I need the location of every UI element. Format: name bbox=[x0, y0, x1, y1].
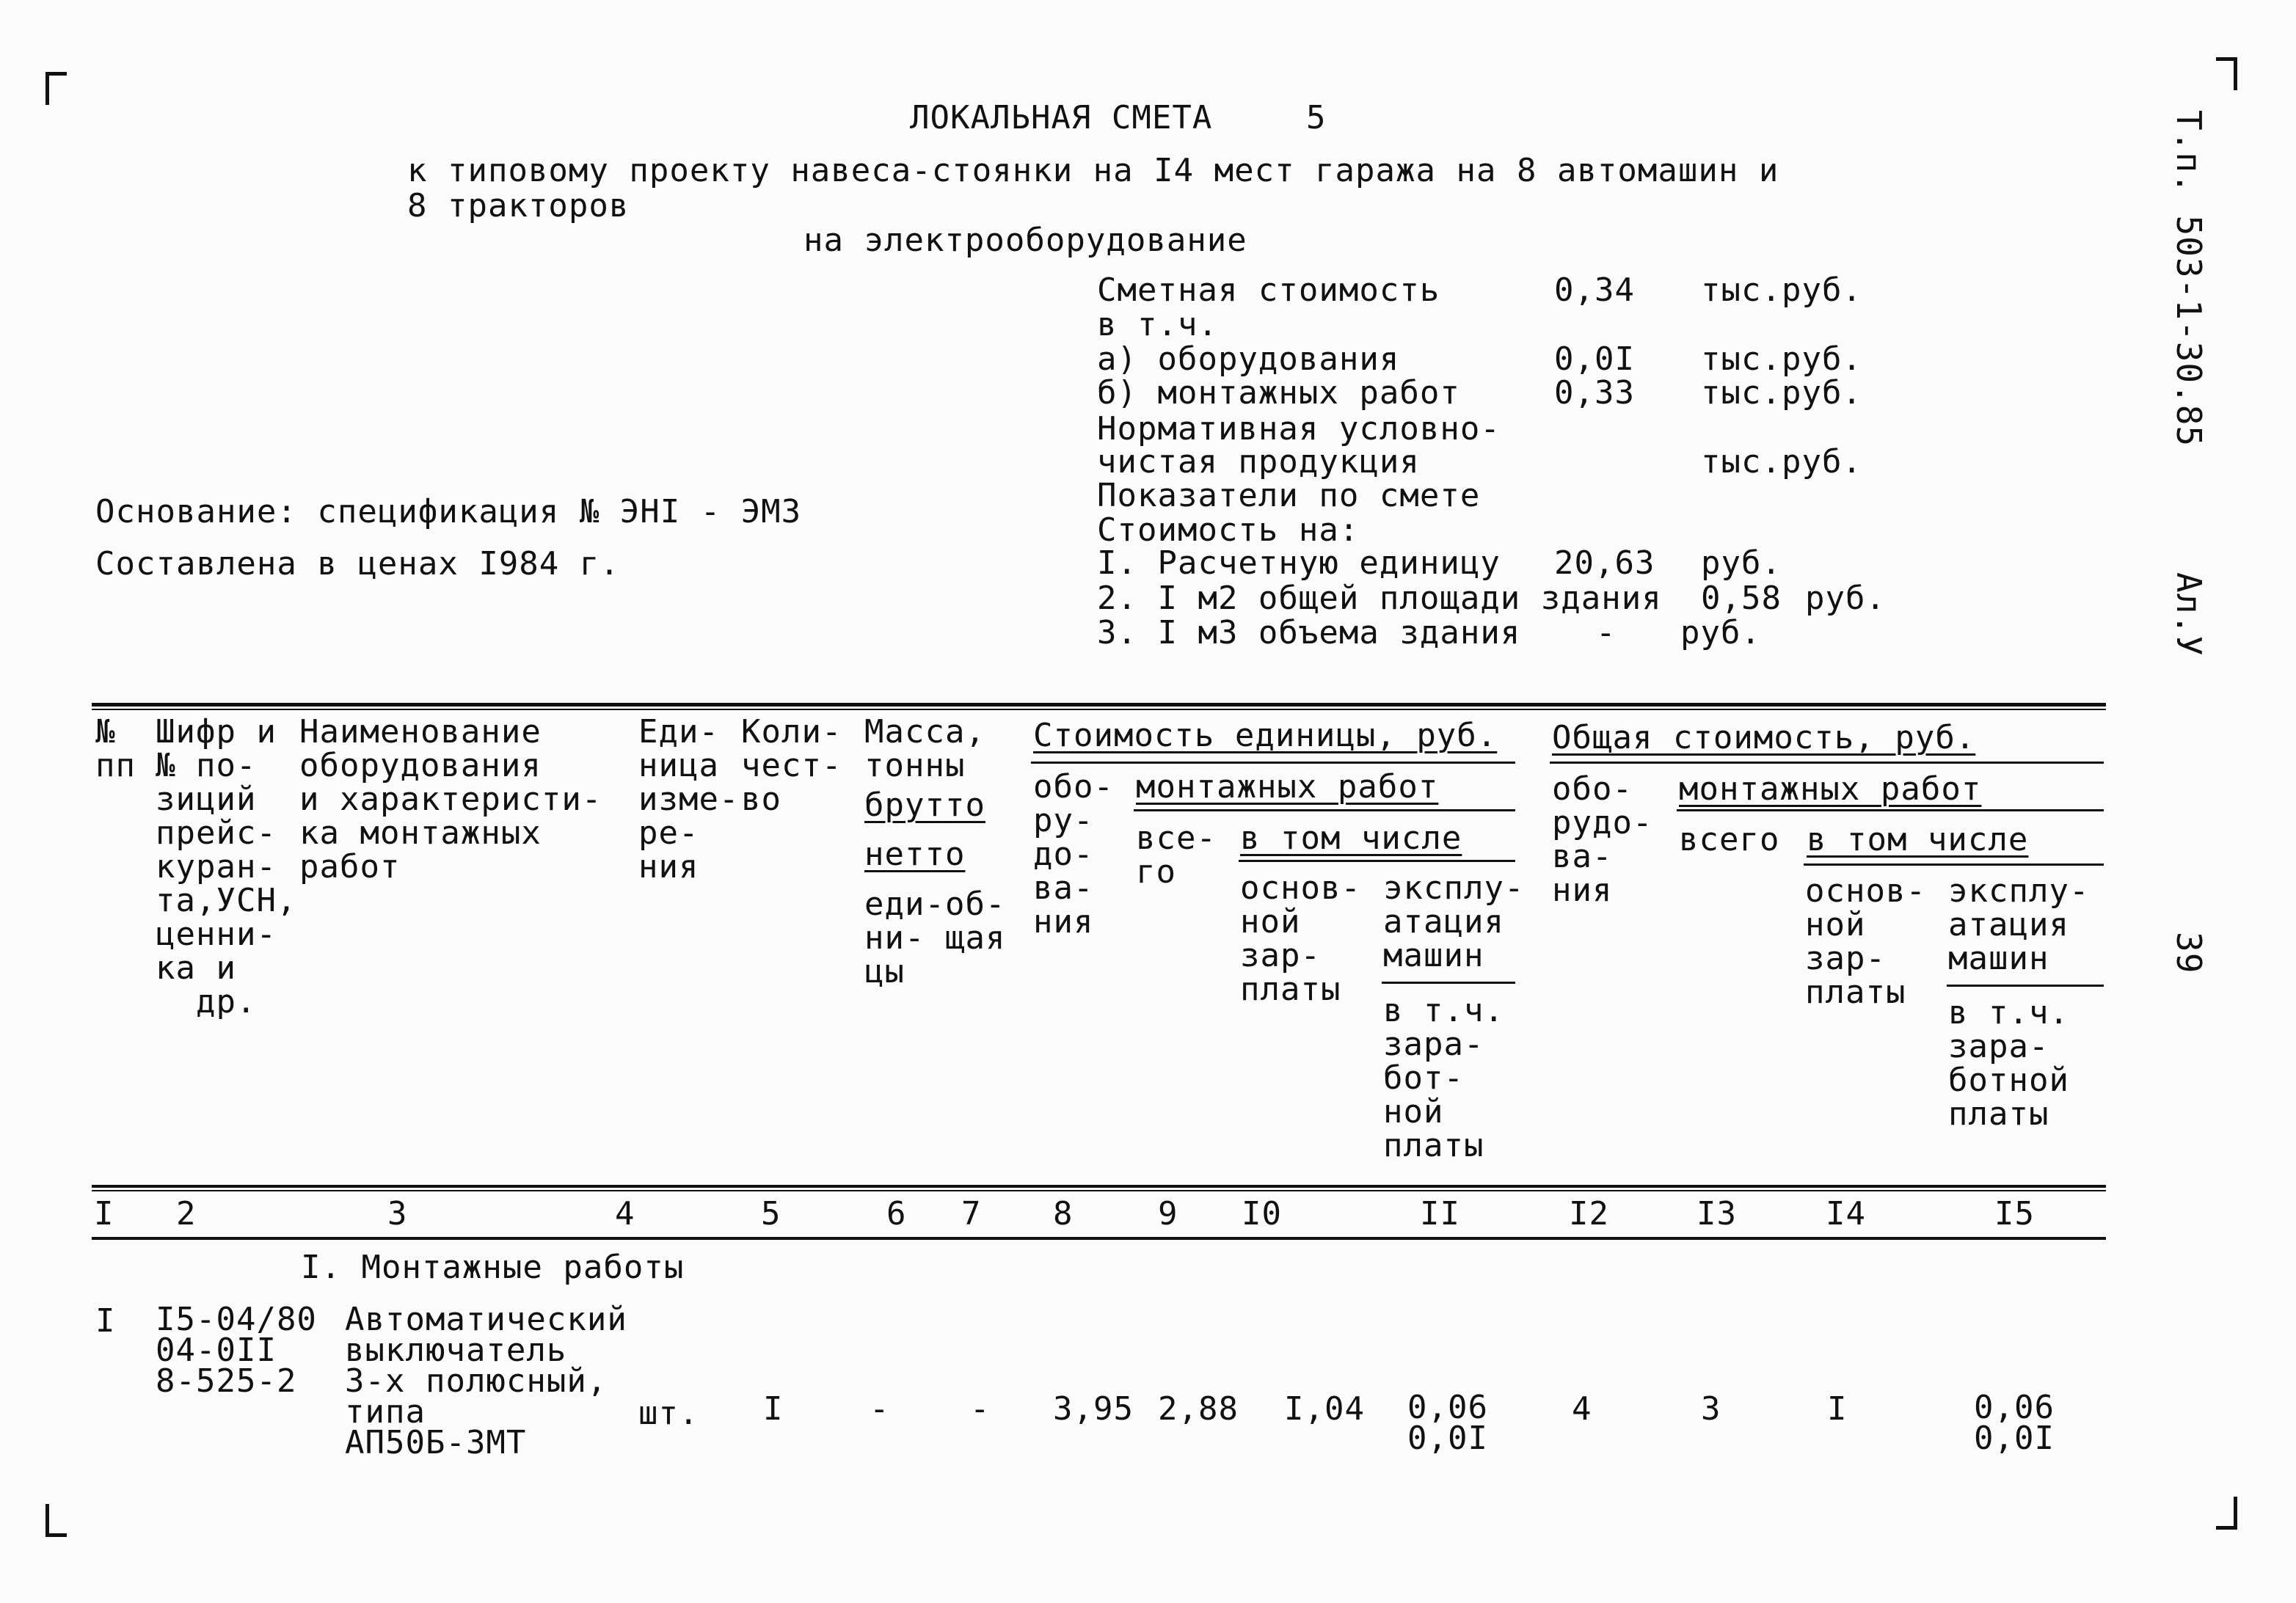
subtitle-line-1: к типовому проекту навеса-стоянки на I4 мест гаража на 8 автомашин и bbox=[407, 152, 1779, 189]
header-col-mass-netto: нетто bbox=[864, 836, 966, 873]
col-number-14: I4 bbox=[1826, 1195, 1866, 1233]
indicators-label: Показатели по смете bbox=[1097, 477, 1481, 514]
estimate-number: 5 bbox=[1306, 99, 1327, 136]
row-total-install: 3 bbox=[1701, 1390, 1721, 1428]
col-number-3: 3 bbox=[387, 1195, 408, 1233]
rule-unit-install bbox=[1134, 809, 1515, 811]
section-title: I. Монтажные работы bbox=[301, 1249, 685, 1286]
row-total-machines: 0,06 0,0I bbox=[1974, 1389, 2055, 1457]
header-unit-machines-wages: в т.ч. зара- бот- ной платы bbox=[1383, 992, 1504, 1164]
cost-on-label: Стоимость на: bbox=[1097, 511, 1360, 549]
header-col-num: № пп bbox=[95, 713, 136, 784]
corner-mark-top-right bbox=[2216, 57, 2237, 90]
row-unit-wages: I,04 bbox=[1284, 1390, 1365, 1428]
row-qty: I bbox=[763, 1390, 784, 1428]
album-number: Ал.У bbox=[2169, 572, 2209, 657]
header-unit-cost-group: Стоимость единицы, руб. bbox=[1033, 717, 1498, 754]
col-number-1: I bbox=[94, 1195, 114, 1233]
col-number-2: 2 bbox=[176, 1195, 197, 1233]
header-total-cost-group: Общая стоимость, руб. bbox=[1552, 719, 1976, 756]
indicator-2-label: 2. I м2 общей площади здания bbox=[1097, 580, 1662, 617]
indicator-3-unit: руб. bbox=[1680, 614, 1761, 651]
col-number-6: 6 bbox=[886, 1195, 907, 1233]
row-total-equip: 4 bbox=[1572, 1390, 1592, 1428]
column-numbers-top-rule-2 bbox=[92, 1190, 2106, 1191]
header-col-mass: Масса, тонны bbox=[864, 713, 985, 784]
indicator-2-unit: руб. bbox=[1805, 580, 1886, 617]
header-unit-wages: основ- ной зар- платы bbox=[1240, 869, 1361, 1008]
corner-mark-bottom-right bbox=[2216, 1497, 2237, 1530]
header-col-qty: Коли- чест- во bbox=[741, 713, 842, 818]
header-unit-equip: обо- ру- до- ва- ния bbox=[1033, 768, 1114, 941]
col-number-5: 5 bbox=[761, 1195, 781, 1233]
cost-value: 0,34 bbox=[1554, 271, 1635, 309]
document-title: ЛОКАЛЬНАЯ СМЕТА bbox=[910, 99, 1213, 136]
header-col-name: Наименование оборудования и характеристи- ка монтажных работ bbox=[299, 713, 602, 886]
rule-total-install bbox=[1677, 809, 2104, 811]
norm-unit: тыс.руб. bbox=[1701, 443, 1862, 481]
row-mass-unit: - bbox=[870, 1390, 890, 1428]
rule-total-machines bbox=[1947, 985, 2104, 987]
col-number-9: 9 bbox=[1158, 1195, 1178, 1233]
rule-total-incl bbox=[1804, 863, 2104, 866]
header-col-unit: Еди- ница изме- ре- ния bbox=[638, 713, 740, 886]
subtitle-line-2: 8 тракторов bbox=[407, 187, 630, 224]
rule-total-cost-group bbox=[1550, 762, 2104, 764]
col-number-4: 4 bbox=[615, 1195, 635, 1233]
table-top-rule bbox=[92, 703, 2106, 706]
equip-cost-value: 0,0I bbox=[1554, 340, 1635, 378]
row-code: I5-04/80 04-0II 8-525-2 bbox=[156, 1301, 317, 1400]
row-name: Автоматический выключатель 3-х полюсный, типа АП50Б-3МТ bbox=[345, 1301, 627, 1461]
document-code: Т.п. 503-1-30.85 bbox=[2169, 110, 2209, 448]
header-total-install: монтажных работ bbox=[1679, 770, 1982, 808]
row-mass-total: - bbox=[970, 1390, 991, 1428]
corner-mark-top-left bbox=[45, 72, 67, 105]
header-total-wages: основ- ной зар- платы bbox=[1805, 872, 1926, 1011]
row-num: I bbox=[95, 1302, 116, 1340]
row-unit-machines: 0,06 0,0I bbox=[1407, 1389, 1488, 1457]
incl-label: в т.ч. bbox=[1097, 306, 1218, 343]
page-number: 39 bbox=[2169, 932, 2209, 974]
basis-line-1: Основание: спецификация № ЭНI - ЭМЗ bbox=[95, 493, 802, 530]
corner-mark-bottom-left bbox=[45, 1504, 67, 1537]
col-number-10: I0 bbox=[1242, 1195, 1282, 1233]
col-number-8: 8 bbox=[1053, 1195, 1074, 1233]
header-unit-install: монтажных работ bbox=[1136, 768, 1439, 806]
row-unit: шт. bbox=[638, 1395, 699, 1432]
header-unit-total: все- го bbox=[1136, 819, 1217, 891]
col-number-11: II bbox=[1420, 1195, 1460, 1233]
col-number-12: I2 bbox=[1569, 1195, 1609, 1233]
indicator-3-value: - bbox=[1596, 614, 1617, 651]
header-col-code: Шифр и № по- зиций прейс- куран- та,УСН, ценни- ка и др. bbox=[156, 713, 297, 1020]
equip-cost-label: а) оборудования bbox=[1097, 340, 1400, 378]
col-number-13: I3 bbox=[1697, 1195, 1737, 1233]
norm-label-1: Нормативная условно- bbox=[1097, 410, 1501, 448]
header-unit-incl: в том числе bbox=[1240, 819, 1462, 857]
basis-line-2: Составлена в ценах I984 г. bbox=[95, 545, 620, 583]
indicator-1-value: 20,63 bbox=[1554, 544, 1655, 582]
subtitle-line-3: на электрооборудование bbox=[803, 222, 1247, 259]
rule-unit-cost-group bbox=[1031, 762, 1515, 764]
header-col-mass-brutto: брутто bbox=[864, 786, 985, 824]
header-total-machines-wages: в т.ч. зара- ботной платы bbox=[1948, 994, 2069, 1133]
col-number-15: I5 bbox=[1994, 1195, 2035, 1233]
col-number-7: 7 bbox=[961, 1195, 982, 1233]
header-total-total: всего bbox=[1679, 821, 1780, 858]
table-top-rule-2 bbox=[92, 709, 2106, 710]
column-numbers-top-rule bbox=[92, 1185, 2106, 1188]
indicator-3-label: 3. I м3 объема здания bbox=[1097, 614, 1521, 651]
header-total-machines: эксплу- атация машин bbox=[1948, 872, 2090, 977]
column-numbers-bottom-rule bbox=[92, 1237, 2106, 1240]
header-total-equip: обо- рудо- ва- ния bbox=[1552, 770, 1653, 909]
cost-label: Сметная стоимость bbox=[1097, 271, 1440, 309]
rule-unit-incl bbox=[1239, 860, 1515, 862]
install-cost-unit: тыс.руб. bbox=[1701, 374, 1862, 412]
install-cost-value: 0,33 bbox=[1554, 374, 1635, 412]
indicator-1-label: I. Расчетную единицу bbox=[1097, 544, 1501, 582]
cost-unit: тыс.руб. bbox=[1701, 271, 1862, 309]
row-unit-install-total: 2,88 bbox=[1158, 1390, 1239, 1428]
indicator-1-unit: руб. bbox=[1701, 544, 1782, 582]
rule-unit-machines bbox=[1382, 982, 1515, 984]
install-cost-label: б) монтажных работ bbox=[1097, 374, 1460, 412]
equip-cost-unit: тыс.руб. bbox=[1701, 340, 1862, 378]
row-total-wages: I bbox=[1827, 1390, 1848, 1428]
header-col-mass-unit-total: еди-об- ни- щая цы bbox=[864, 886, 1006, 990]
header-total-incl: в том числе bbox=[1807, 821, 2029, 858]
header-unit-machines: эксплу- атация машин bbox=[1383, 869, 1525, 974]
indicator-2-value: 0,58 bbox=[1701, 580, 1782, 617]
row-unit-equip: 3,95 bbox=[1053, 1390, 1134, 1428]
norm-label-2: чистая продукция bbox=[1097, 443, 1420, 481]
